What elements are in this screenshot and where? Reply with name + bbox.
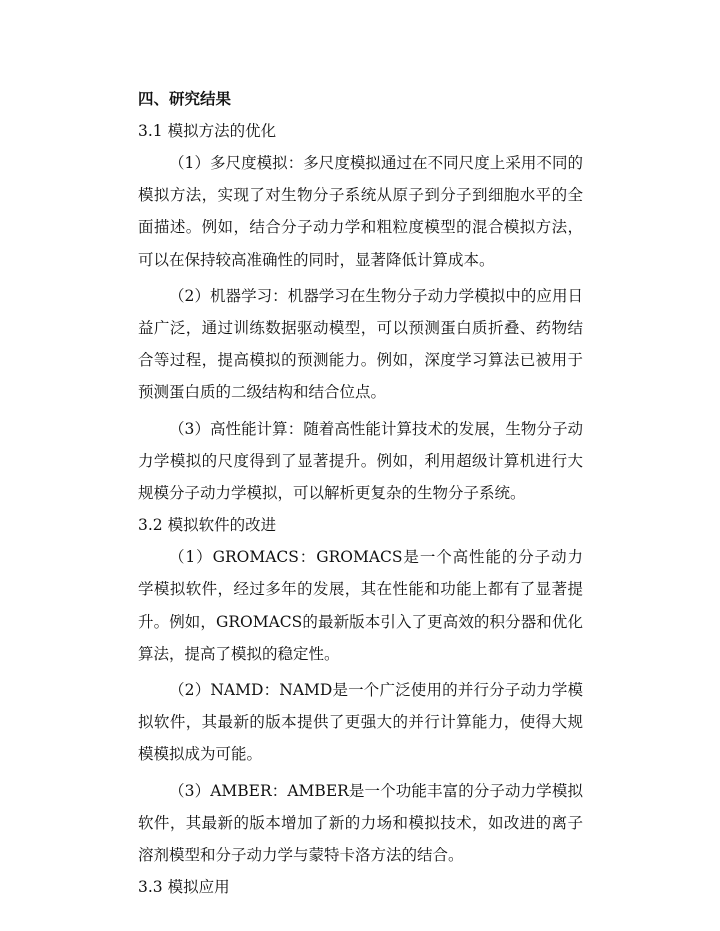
subsection-3-3-title: 3.3 模拟应用 xyxy=(138,878,230,897)
section-heading: 四、研究结果 xyxy=(138,90,232,108)
paragraph-namd: （2）NAMD：NAMD是一个广泛使用的并行分子动力学模拟软件，其最新的版本提供了更强大的并行计算能力，使得大规模模拟成为可能。 xyxy=(138,681,583,764)
paragraph-hpc: （3）高性能计算：随着高性能计算技术的发展，生物分子动力学模拟的尺度得到了显著提升。例如，利用超级计算机进行大规模分子动力学模拟，可以解析更复杂的生物分子系统。 xyxy=(138,419,583,503)
document-page xyxy=(138,83,583,903)
paragraph-machine-learning: （2）机器学习：机器学习在生物分子动力学模拟中的应用日益广泛，通过训练数据驱动模型，可以预测蛋白质折叠、药物结合等过程，提高模拟的预测能力。例如，深度学习算法已被用于预测蛋白质的二级结构和结合位点。 xyxy=(138,286,583,402)
paragraph-multiscale: （1）多尺度模拟：多尺度模拟通过在不同尺度上采用不同的模拟方法，实现了对生物分子系统从原子到分子到细胞水平的全面描述。例如，结合分子动力学和粗粒度模型的混合模拟方法，可以在保持较高准确性的同时，显著降低计算成本。 xyxy=(138,154,583,269)
subsection-3-2-title: 3.2 模拟软件的改进 xyxy=(138,516,277,535)
paragraph-gromacs: （1）GROMACS：GROMACS是一个高性能的分子动力学模拟软件，经过多年的发展，其在性能和功能上都有了显著提升。例如，GROMACS的最新版本引入了更高效的积分器和优化算法，提高了模拟的稳定性。 xyxy=(138,548,583,663)
subsection-3-1-title: 3.1 模拟方法的优化 xyxy=(138,122,277,140)
paragraph-amber: （3）AMBER：AMBER是一个功能丰富的分子动力学模拟软件，其最新的版本增加了新的力场和模拟技术，如改进的离子溶剂模型和分子动力学与蒙特卡洛方法的结合。 xyxy=(138,781,583,865)
